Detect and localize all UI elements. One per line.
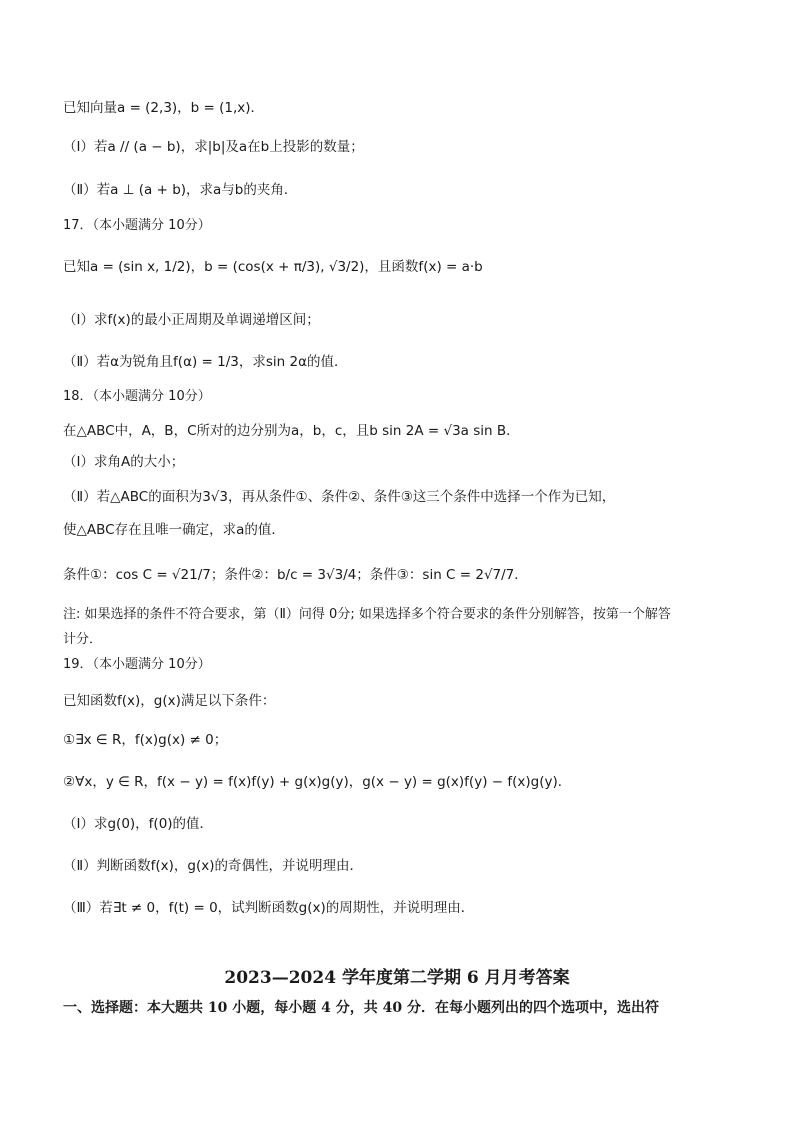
- q16-part1: （Ⅰ）若a // (a − b)，求|b|及a在b上投影的数量；: [63, 139, 364, 155]
- q16-part2: （Ⅱ）若a ⊥ (a + b)，求a与b的夹角．: [63, 182, 298, 198]
- q18-heading: 18．（本小题满分 10分）: [63, 389, 211, 404]
- q17-stem: 已知a = (sin x, 1/2)，b = (cos(x + π/3), √3/2)，且函数f(x) = a·b: [63, 259, 483, 275]
- q19-heading: 19．（本小题满分 10分）: [63, 657, 211, 672]
- q18-stem: 在△ABC中，A，B，C所对的边分别为a，b，c，且b sin 2A = √3a sin B．: [63, 423, 520, 439]
- q19-cond1: ①∃x ∈ R，f(x)g(x) ≠ 0；: [63, 732, 228, 748]
- q16-stem: 已知向量a = (2,3)，b = (1,x)．: [63, 100, 265, 116]
- q17-part1: （Ⅰ）求f(x)的最小正周期及单调递增区间；: [63, 312, 320, 328]
- q17-part2: （Ⅱ）若α为锐角且f(α) = 1/3，求sin 2α的值．: [63, 354, 348, 370]
- q18-note-1: 注: 如果选择的条件不符合要求，第（Ⅱ）问得 0分; 如果选择多个符合要求的条件分别解答，按第一个解答: [63, 607, 671, 622]
- q17-heading: 17．（本小题满分 10分）: [63, 218, 211, 233]
- q18-note-2: 计分．: [63, 632, 103, 647]
- q18-part2: （Ⅱ）若△ABC的面积为3√3，再从条件①、条件②、条件③这三个条件中选择一个作为已知，: [63, 489, 616, 505]
- q19-stem: 已知函数f(x)，g(x)满足以下条件：: [63, 693, 276, 709]
- q18-part1: （Ⅰ）求角A的大小；: [63, 454, 185, 470]
- q19-part2: （Ⅱ）判断函数f(x)，g(x)的奇偶性，并说明理由．: [63, 858, 364, 874]
- answer-key-title: 2023—2024 学年度第二学期 6 月月考答案: [224, 968, 570, 988]
- q19-cond2: ②∀x，y ∈ R，f(x − y) = f(x)f(y) + g(x)g(y)，g(x − y) = g(x)f(y) − f(x)g(y)．: [63, 774, 572, 790]
- q18-part2-cont: 使△ABC存在且唯一确定，求a的值．: [63, 522, 285, 538]
- q19-part1: （Ⅰ）求g(0)，f(0)的值．: [63, 816, 214, 832]
- q18-conditions: 条件①：cos C = √21/7；条件②：b/c = 3√3/4；条件③：sin C = 2√7/7．: [63, 567, 528, 583]
- section-heading-multiple-choice: 一、选择题：本大题共 10 小题，每小题 4 分，共 40 分．在每小题列出的四个选项中，选出符: [63, 1000, 659, 1016]
- q19-part3: （Ⅲ）若∃t ≠ 0，f(t) = 0，试判断函数g(x)的周期性，并说明理由．: [63, 900, 475, 916]
